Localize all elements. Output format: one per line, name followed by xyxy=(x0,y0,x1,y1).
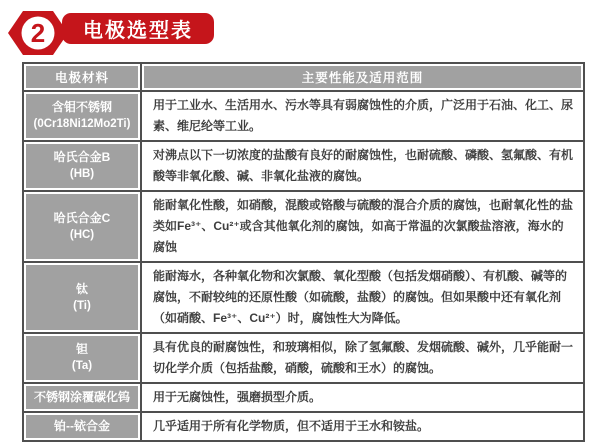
table-row xyxy=(23,412,584,441)
table-row xyxy=(23,333,584,383)
material-formula: (0Cr18Ni12Mo2Ti) xyxy=(33,118,131,130)
description-cell: 能耐海水，各种氧化物和次氯酸、氧化型酸（包括发烟硝酸）、有机酸、碱等的腐蚀，不耐较纯的还原性酸（如硫酸，盐酸）的腐蚀。但如果酸中还有氧化剂（如硝酸、Fe³⁺、Cu²⁺）时，腐蚀性大为降低。 xyxy=(141,262,584,333)
description-cell: 用于无腐蚀性，强磨损型介质。 xyxy=(141,383,584,412)
table-header-row xyxy=(23,63,584,91)
table-row xyxy=(23,383,584,412)
electrode-selection-table xyxy=(22,62,585,442)
section-number: 2 xyxy=(30,18,46,48)
table-row xyxy=(23,262,584,333)
material-formula: (Ta) xyxy=(71,360,93,372)
material-name: 含钼不锈钢 xyxy=(51,100,112,114)
section-title-ribbon xyxy=(62,13,214,44)
material-name: 钛 xyxy=(75,281,88,296)
table-row xyxy=(23,191,584,262)
header-material: 电极材料 xyxy=(23,63,141,91)
material-name: 哈氏合金C xyxy=(53,210,111,225)
description-cell: 用于工业水、生活用水、污水等具有弱腐蚀性的介质，广泛用于石油、化工、尿素、维尼纶等工业。 xyxy=(141,91,584,141)
description-cell: 几乎适用于所有化学物质，但不适用于王水和铵盐。 xyxy=(141,412,584,441)
material-formula: (HB) xyxy=(69,168,95,180)
section-number-badge xyxy=(7,8,69,58)
table-row xyxy=(23,141,584,191)
material-formula: (HC) xyxy=(69,228,95,241)
material-cell xyxy=(23,262,141,333)
header-performance: 主要性能及适用范围 xyxy=(141,63,584,91)
material-cell xyxy=(23,91,141,141)
material-name: 哈氏合金B xyxy=(53,150,111,164)
material-cell xyxy=(23,333,141,383)
description-cell: 具有优良的耐腐蚀性，和玻璃相似，除了氢氟酸、发烟硫酸、碱外，几乎能耐一切化学介质（包括盐酸，硝酸，硫酸和王水）的腐蚀。 xyxy=(141,333,584,383)
section-title: 电极选型表 xyxy=(83,20,193,42)
material-cell xyxy=(23,141,141,191)
table-row xyxy=(23,91,584,141)
material-cell xyxy=(23,383,141,412)
material-cell xyxy=(23,412,141,441)
description-cell: 能耐氧化性酸，如硝酸，混酸或铬酸与硫酸的混合介质的腐蚀，也耐氧化性的盐类如Fe³⁺、Cu²⁺或含其他氧化剂的腐蚀，如高于常温的次氯酸盐溶液，海水的腐蚀 xyxy=(141,191,584,262)
material-name: 钽 xyxy=(75,342,88,356)
material-formula: (Ti) xyxy=(73,299,91,312)
material-name: 不锈钢涂覆碳化钨 xyxy=(33,390,130,404)
material-cell xyxy=(23,191,141,262)
material-name: 铂--铱合金 xyxy=(54,419,110,433)
description-cell: 对沸点以下一切浓度的盐酸有良好的耐腐蚀性，也耐硫酸、磷酸、氢氟酸、有机酸等非氧化酸、碱、非氧化盐液的腐蚀。 xyxy=(141,141,584,191)
